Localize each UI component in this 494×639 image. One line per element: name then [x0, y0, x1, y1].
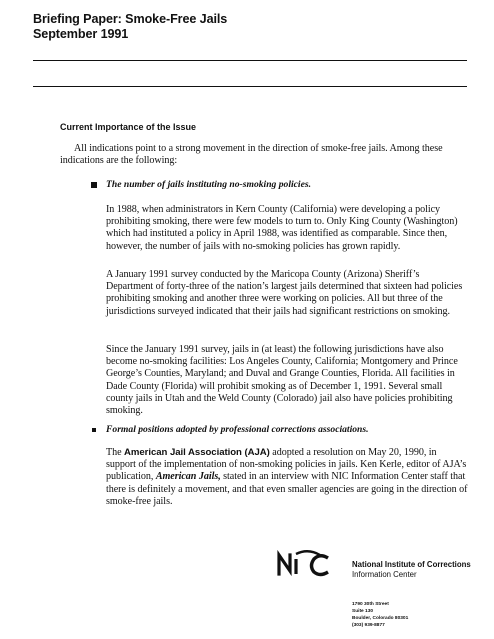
body-paragraph-aja [106, 447, 468, 508]
bullet-heading-2: Formal positions adopted by professional corrections associations. [106, 424, 369, 435]
aja-org-name: American Jail Association (AJA) [124, 447, 270, 458]
address-line: (303) 939-8877 [352, 623, 385, 628]
org-name: National Institute of Corrections [352, 560, 471, 569]
bullet-square-icon [92, 428, 96, 432]
address-line: 1790 30th Street [352, 602, 389, 607]
bullet-heading-1: The number of jails instituting no-smoking policies. [106, 179, 311, 190]
intro-paragraph [60, 143, 465, 167]
address-line: Suite 130 [352, 609, 374, 614]
aja-lead: The [106, 447, 125, 458]
address-block [352, 601, 408, 629]
body-paragraph-2: A January 1991 survey conducted by the Maricopa County (Arizona) Sheriff’s Department of forty-three of the nation’s largest jails determined that sixteen had policies prohibiting smoking and another three were working on policies. All but three of the jurisdictions surveyed indicated that their jails had significant restrictions on smoking. [106, 269, 463, 317]
title-line-1: Briefing Paper: Smoke-Free Jails [33, 12, 228, 26]
page-title [33, 12, 227, 42]
aja-publication: American Jails, [155, 471, 221, 483]
body-paragraph-3: Since the January 1991 survey, jails in (at least) the following jurisdictions have also become no-smoking facilities: Los Angeles County, California; Montgomery and Prince George’s Counties, Maryland; and Duval and Grange Counties, Florida. All facilities in Dade County (Florida) will prohibit smoking as of December 1, 1991. Several small county jails in Utah and the Weld County (Colorado) jail also have policies prohibiting smoking. [106, 344, 458, 417]
org-subtitle: Information Center [352, 570, 417, 579]
aja-mid: adopted a resolution on May 20, 1990, in support of the implementation of non-smoking policies in jails. Ken Kerle, editor of AJA’s publication, [106, 447, 467, 483]
intro-text: All indications point to a strong movement in the direction of smoke-free jails. Among these indications are the following: [60, 143, 443, 167]
address-line: Boulder, Colorado 80301 [352, 616, 409, 621]
bullet-square-icon [91, 182, 97, 188]
title-line-2: September 1991 [33, 27, 129, 41]
body-paragraph-1: In 1988, when administrators in Kern County (California) were developing a policy prohibiting smoking, there were few models to turn to. Only King County (Washington) which had instituted a policy in April 1988, was identified as comparable. Since then, however, the number of jails with no-smoking policies has grown rapidly. [106, 204, 458, 252]
header-divider-bottom [33, 86, 467, 87]
section-heading: Current Importance of the Issue [60, 122, 197, 132]
nic-logo-icon [276, 549, 336, 579]
header-divider-top [33, 60, 467, 61]
aja-end: stated in an interview with NIC Information Center staff that there is definitely a movement, and that even smaller agencies are going in the direction of smoke-free jails. [106, 471, 468, 507]
